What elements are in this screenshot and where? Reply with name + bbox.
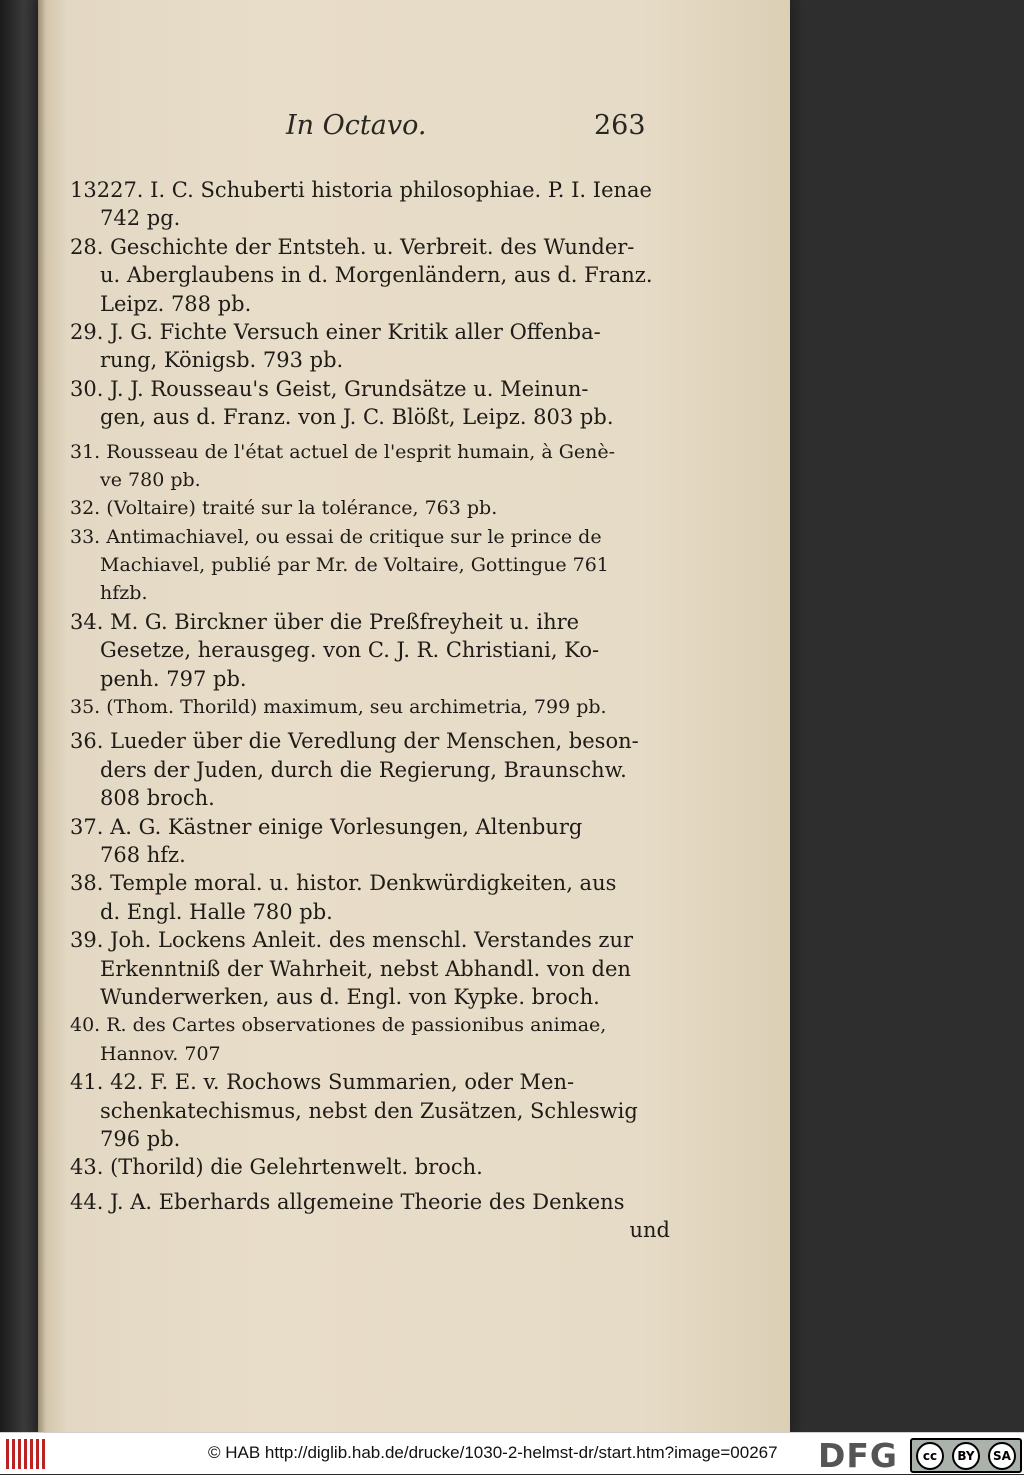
catchword: und [629,1218,670,1243]
entry-line: 29. J. G. Fichte Versuch einer Kritik aller Offenba- [70,319,601,344]
entry-line: 796 pb. [100,1126,181,1151]
entry-line: 44. J. A. Eberhards allgemeine Theorie des Denkens [70,1189,625,1214]
entry-line: gen, aus d. Franz. von J. C. Blößt, Leipz. 803 pb. [100,405,614,430]
page-gutter-shadow [38,0,46,1432]
entry-line: rung, Königsb. 793 pb. [100,348,344,373]
entry-line: 31. Rousseau de l'état actuel de l'esprit humain, à Genè- [70,440,616,463]
running-title: In Octavo. [286,110,427,141]
catalog-entries [70,176,670,1244]
entry-line: hfzb. [100,582,148,605]
entry-line: d. Engl. Halle 780 pb. [100,899,333,924]
entry-line: 33. Antimachiavel, ou essai de critique sur le prince de [70,525,602,548]
copyright-link[interactable]: © HAB http://diglib.hab.de/drucke/1030-2-helmst-dr/start.htm?image=00267 [208,1443,778,1462]
entry-line: Hannov. 707 [100,1042,221,1065]
entry-line: 39. Joh. Lockens Anleit. des menschl. Verstandes zur [70,928,634,953]
viewer-footer [0,1432,1024,1474]
entry-line: 38. Temple moral. u. histor. Denkwürdigkeiten, aus [70,871,617,896]
entry-line: penh. 797 pb. [100,666,247,691]
page-header [38,110,790,150]
entry-line: 742 pg. [100,206,181,231]
entry-line: Machiavel, publié par Mr. de Voltaire, Gottingue 761 [100,554,609,577]
entry-line: 28. Geschichte der Entsteh. u. Verbreit. des Wunder- [70,234,635,259]
barcode-icon [6,1439,48,1469]
entry-line: 32. (Voltaire) traité sur la tolérance, 763 pb. [70,497,498,520]
entry-line: 808 broch. [100,786,215,811]
entry-line: 37. A. G. Kästner einige Vorlesungen, Altenburg [70,814,583,839]
cc-icon: cc [916,1442,944,1470]
cc-by-icon: BY [952,1442,980,1470]
entry-line: 35. (Thom. Thorild) maximum, seu archimetria, 799 pb. [70,696,607,719]
entry-line: 43. (Thorild) die Gelehrtenwelt. broch. [70,1155,483,1180]
entry-line: 36. Lueder über die Veredlung der Menschen, beson- [70,729,639,754]
entry-line: schenkatechismus, nebst den Zusätzen, Schleswig [100,1098,638,1123]
cc-license-badge[interactable] [910,1438,1022,1473]
entry-line: Leipz. 788 pb. [100,291,252,316]
entry-line: Erkenntniß der Wahrheit, nebst Abhandl. von den [100,956,631,981]
entry-line: 30. J. J. Rousseau's Geist, Grundsätze u. Meinun- [70,376,589,401]
entry-line: ve 780 pb. [100,468,201,491]
entry-line: 41. 42. F. E. v. Rochows Summarien, oder Men- [70,1070,575,1095]
entry-line: 40. R. des Cartes observationes de passionibus animae, [70,1014,607,1037]
entry-line: ders der Juden, durch die Regierung, Braunschw. [100,757,627,782]
dfg-logo: DFG [818,1436,899,1475]
entry-line: 34. M. G. Birckner über die Preßfreyheit u. ihre [70,609,580,634]
entry-line: 768 hfz. [100,842,186,867]
page-number: 263 [594,110,646,141]
entry-line: u. Aberglaubens in d. Morgenländern, aus d. Franz. [100,263,653,288]
book-page [38,0,790,1432]
entry-line: Wunderwerken, aus d. Engl. von Kypke. broch. [100,984,600,1009]
entry-line: 13227. I. C. Schuberti historia philosophiae. P. I. Ienae [70,178,652,202]
book-spine-left [0,0,40,1432]
entry-line: Gesetze, herausgeg. von C. J. R. Christiani, Ko- [100,638,600,663]
scan-background-right [800,0,1024,1432]
cc-sa-icon: SA [988,1442,1016,1470]
